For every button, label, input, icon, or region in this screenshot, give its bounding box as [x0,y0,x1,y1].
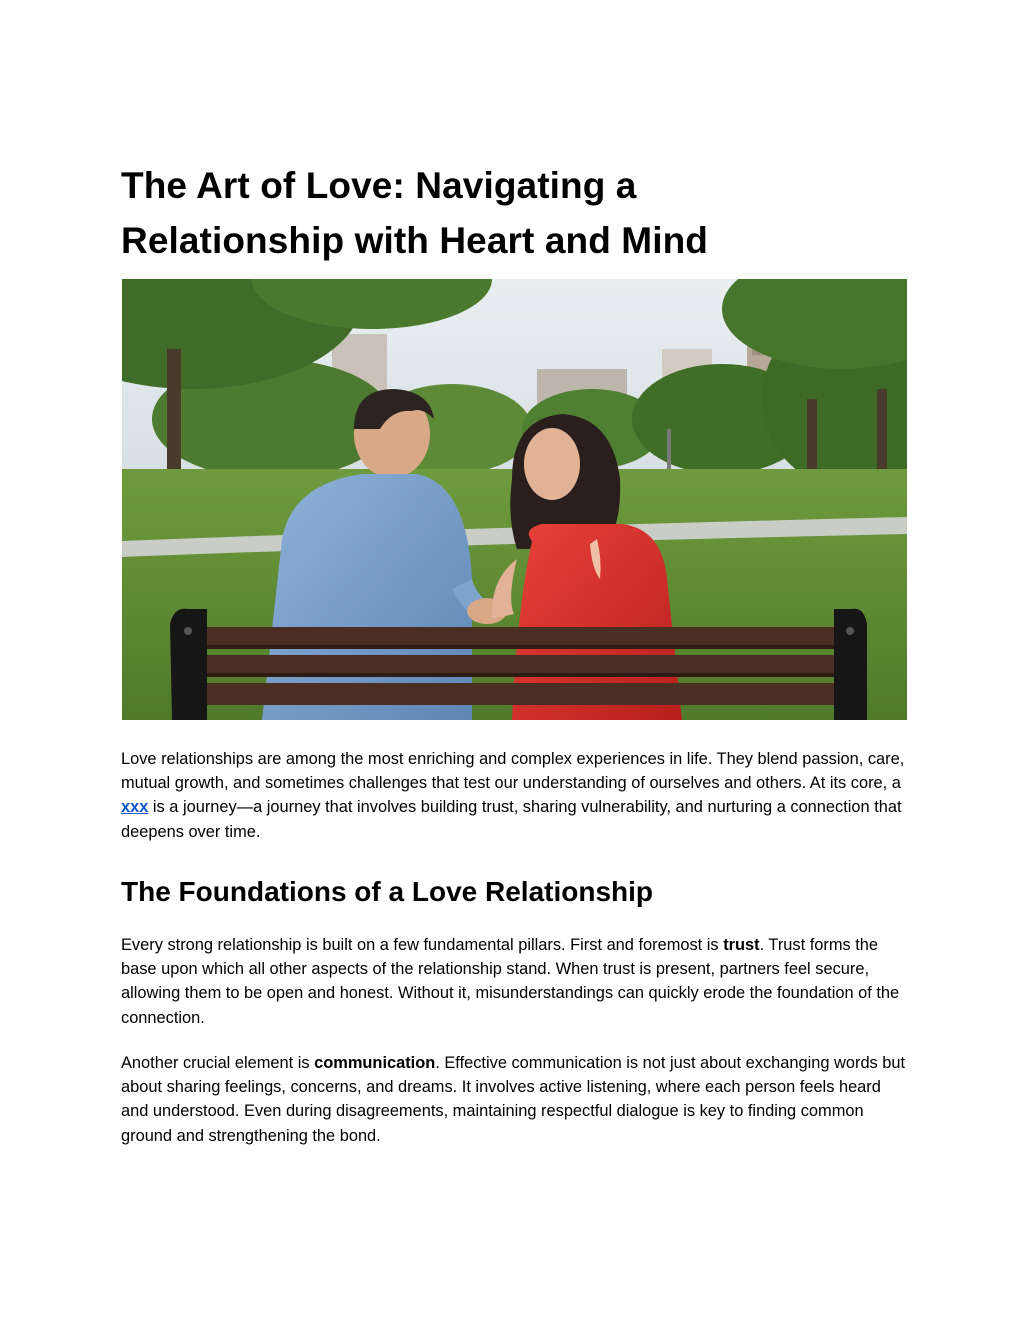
trust-keyword: trust [723,936,760,954]
page-title [121,158,907,268]
inline-link[interactable]: xxx [121,798,149,817]
section-heading: The Foundations of a Love Relationship [121,876,654,907]
trust-text-before: Every strong relationship is built on a few fundamental pillars. First and foremost is [121,936,724,954]
communication-text-after: . Effective communication is not just about exchanging words but about sharing feelings, concerns, and dreams. It involves active listening, where each person feels heard and understood. Even during disagreements, maintaining respectful dialogue is key to finding common ground and strengthening the bond. [121,1054,906,1145]
hero-photo [122,279,907,720]
trust-paragraph [121,933,907,1030]
communication-paragraph [121,1051,907,1148]
title-line-1: The Art of Love: Navigating a [121,165,637,206]
trust-text-after: . Trust forms the base upon which all other aspects of the relationship stand. When trust is present, partners feel secure, allowing them to be open and honest. Without it, misunderstandings can quickly erode the foundation of the connection. [121,936,900,1027]
communication-keyword: communication [314,1054,436,1072]
communication-text-before: Another crucial element is [121,1054,315,1072]
intro-text-after: is a journey—a journey that involves building trust, sharing vulnerability, and nurturing a connection that deepens over time. [121,798,902,841]
intro-text-before: Love relationships are among the most enriching and complex experiences in life. They blend passion, care, mutual growth, and sometimes challenges that test our understanding of ourselves and others. At its core, a [121,750,905,793]
title-line-2: Relationship with Heart and Mind [121,220,708,261]
intro-paragraph [121,747,907,844]
couple-on-bench-illustration [122,279,907,720]
